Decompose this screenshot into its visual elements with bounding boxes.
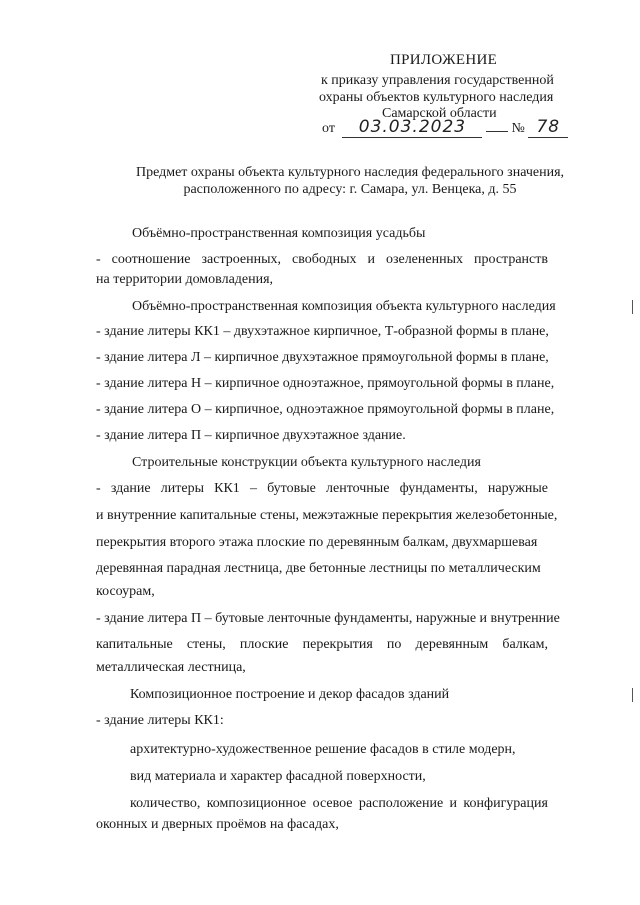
paragraph-line: - здание литера П – бутовые ленточные фундаменты, наружные и внутренние (96, 611, 560, 626)
paragraph-line: и внутренние капитальные стены, межэтажные перекрытия железобетонные, (96, 508, 558, 523)
word: здание (110, 481, 151, 496)
subject-line-2: расположенного по адресу: г. Самара, ул. Венцека, д. 55 (183, 182, 517, 197)
section-heading-volume: Объёмно-пространственная композиция объекта культурного наследия (132, 299, 556, 314)
word: - (96, 252, 101, 267)
paragraph-line: перекрытия второго этажа плоские по деревянным балкам, двухмаршевая (96, 535, 538, 550)
appendix-order-line: к приказу управления государственной (321, 73, 554, 88)
order-date-row (322, 117, 568, 138)
paragraph-line: оконных и дверных проёмов на фасадах, (96, 817, 339, 832)
subject-line-1: Предмет охраны объекта культурного наследия федерального значения, (135, 165, 565, 180)
scan-edge-mark (632, 300, 633, 314)
paragraph-line: косоурам, (96, 584, 155, 599)
word: фундаменты, (399, 481, 478, 496)
word: перекрытия (302, 637, 373, 652)
appendix-authority-line: охраны объектов культурного наследия (319, 90, 554, 105)
word: капитальные (96, 637, 173, 652)
word: пространств (473, 252, 548, 267)
list-item: архитектурно-художественное решение фасадов в стиле модерн, (130, 742, 516, 757)
list-item: - здание литера О – кирпичное, одноэтажное прямоугольной формы в плане, (96, 402, 555, 417)
word: – (249, 481, 257, 496)
word: наружные (487, 481, 548, 496)
word: композиционное (206, 796, 307, 811)
section-heading-structures: Строительные конструкции объекта культурного наследия (132, 455, 481, 470)
list-item: вид материала и характер фасадной поверхности, (130, 769, 426, 784)
word: плоские (239, 637, 289, 652)
word: соотношение (111, 252, 191, 267)
word: деревянным (415, 637, 489, 652)
paragraph-line (96, 481, 548, 497)
list-item: - здание литера П – кирпичное двухэтажное здание. (96, 428, 406, 443)
word: озелененных (385, 252, 463, 267)
word: и (449, 796, 458, 811)
paragraph-line: на территории домовладения, (96, 272, 274, 287)
word: бутовые (267, 481, 316, 496)
order-number-handwritten: 78 (536, 117, 561, 137)
word: стены, (186, 637, 226, 652)
word: и (367, 252, 375, 267)
word: застроенных, (201, 252, 282, 267)
word: балкам, (502, 637, 548, 652)
section-heading-facades: Композиционное построение и декор фасадов зданий (130, 687, 450, 702)
paragraph-line (96, 637, 548, 653)
appendix-title: ПРИЛОЖЕНИЕ (390, 52, 498, 68)
word: ленточные (326, 481, 390, 496)
word: литеры (160, 481, 204, 496)
scan-edge-mark (632, 688, 633, 702)
word: конфигурация (463, 796, 548, 811)
word: осевое (312, 796, 353, 811)
appendix-region-line: Самарской области (382, 106, 497, 121)
paragraph-line: деревянная парадная лестница, две бетонные лестницы по металлическим (96, 561, 541, 576)
word: количество, (130, 796, 201, 811)
paragraph-line (130, 796, 548, 812)
paragraph-line: металлическая лестница, (96, 660, 246, 675)
word: - (96, 481, 101, 496)
word: свободных (292, 252, 357, 267)
section-heading-estate: Объёмно-пространственная композиция усадьбы (132, 226, 426, 241)
list-item: - здание литера Л – кирпичное двухэтажное прямоугольной формы в плане, (96, 350, 549, 365)
list-item: - здание литера Н – кирпичное одноэтажное, прямоугольной формы в плане, (96, 376, 555, 391)
word: по (386, 637, 402, 652)
list-item: - здание литеры КК1 – двухэтажное кирпичное, Т-образной формы в плане, (96, 324, 549, 339)
paragraph-line (96, 252, 548, 268)
order-date-handwritten: 03.03.2023 (358, 117, 467, 137)
number-prefix: № (511, 121, 525, 136)
word: расположение (358, 796, 444, 811)
word: КК1 (214, 481, 240, 496)
list-subheading: - здание литеры КК1: (96, 713, 224, 728)
date-prefix: от (322, 121, 335, 136)
